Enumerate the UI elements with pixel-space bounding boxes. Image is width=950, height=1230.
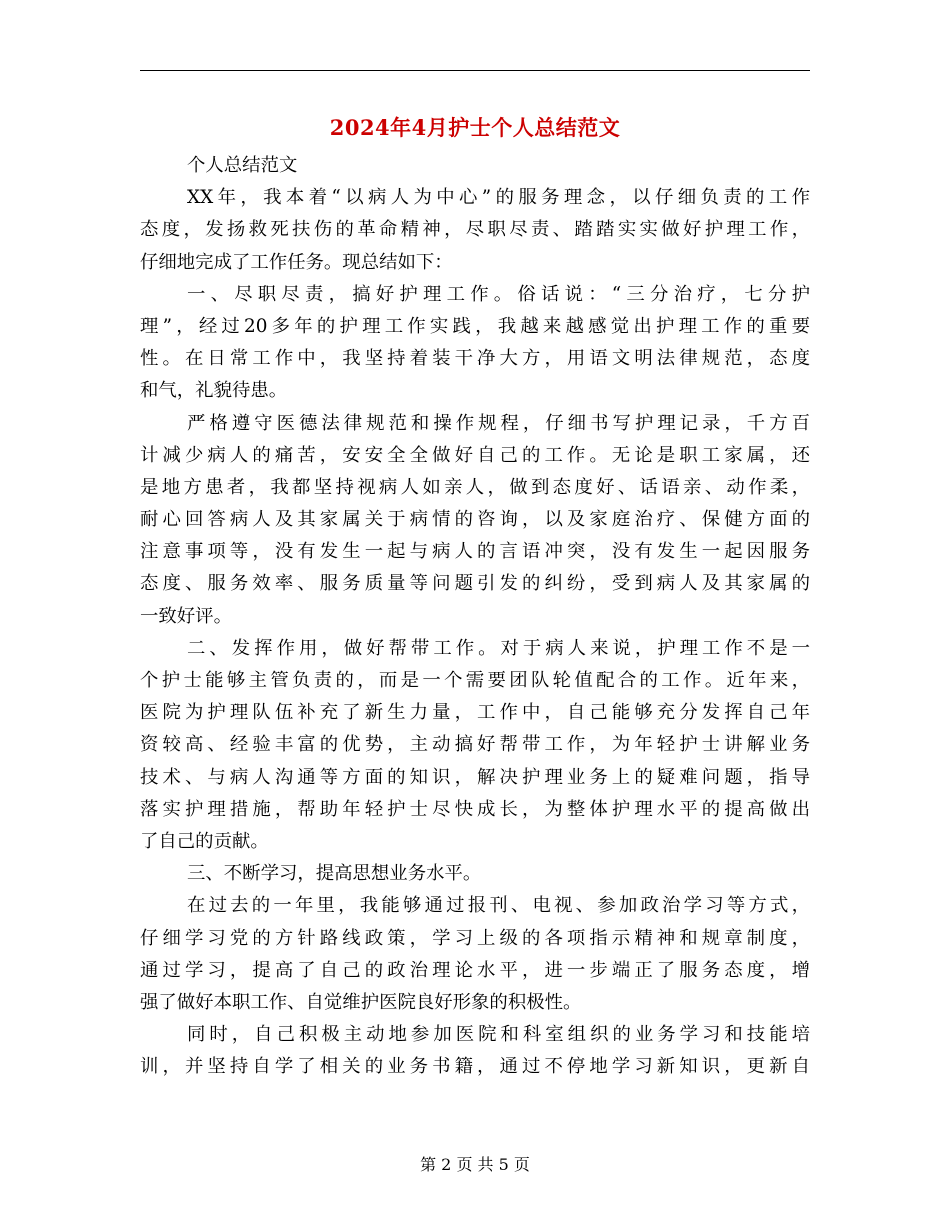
paragraph-line: 态度，发扬救死扶伤的革命精神，尽职尽责、踏踏实实做好护理工作， (140, 219, 810, 241)
paragraph-line: 严格遵守医德法律规范和操作规程，仔细书写护理记录，千方百 (187, 412, 810, 434)
paragraph-line: 态度、服务效率、服务质量等问题引发的纠纷，受到病人及其家属的 (140, 573, 810, 595)
document-title: 2024年4月护士个人总结范文 (329, 115, 621, 140)
paragraph-line: 落实护理措施，帮助年轻护士尽快成长，为整体护理水平的提高做出 (140, 798, 810, 820)
paragraph-line: 训，并坚持自学了相关的业务书籍，通过不停地学习新知识，更新自 (140, 1056, 810, 1078)
paragraph-line: 理”，经过20多年的护理工作实践，我越来越感觉出护理工作的重要 (140, 315, 810, 337)
paragraph-line: 仔细学习党的方针路线政策，学习上级的各项指示精神和规章制度， (140, 927, 810, 949)
paragraph-line: 计减少病人的痛苦，安安全全做好自己的工作。无论是职工家属，还 (140, 444, 810, 466)
paragraph-line: 仔细地完成了工作任务。现总结如下： (140, 251, 453, 273)
paragraph-line: 注意事项等，没有发生一起与病人的言语冲突，没有发生一起因服务 (140, 541, 810, 563)
paragraph-line: XX年，我本着“以病人为中心”的服务理念，以仔细负责的工作 (187, 187, 810, 209)
paragraph-line: 同时，自己积极主动地参加医院和科室组织的业务学习和技能培 (187, 1024, 810, 1046)
paragraph-line: 个护士能够主管负责的，而是一个需要团队轮值配合的工作。近年来， (140, 670, 810, 691)
paragraph-line: 和气，礼貌待患。 (140, 380, 288, 402)
page-footer: 第 2 页 共 5 页 (420, 1155, 530, 1174)
paragraph-line: 在过去的一年里，我能够通过报刊、电视、参加政治学习等方式， (187, 895, 810, 917)
paragraph-line: 资较高、经验丰富的优势，主动搞好帮带工作，为年轻护士讲解业务 (140, 734, 810, 756)
paragraph-line: 通过学习，提高了自己的政治理论水平，进一步端正了服务态度，增 (140, 959, 810, 981)
paragraph-line: 一致好评。 (140, 605, 232, 627)
paragraph-line: 性。在日常工作中，我坚持着装干净大方，用语文明法律规范，态度 (140, 348, 810, 370)
paragraph-line: 是地方患者，我都坚持视病人如亲人，做到态度好、话语亲、动作柔， (140, 476, 810, 498)
paragraph-line: 技术、与病人沟通等方面的知识，解决护理业务上的疑难问题，指导 (140, 766, 810, 788)
paragraph-line: 耐心回答病人及其家属关于病情的咨询，以及家庭治疗、保健方面的 (140, 509, 810, 531)
paragraph-line: 强了做好本职工作、自觉维护医院良好形象的积极性。 (140, 991, 582, 1013)
paragraph-line: 二、发挥作用，做好帮带工作。对于病人来说，护理工作不是一 (187, 637, 810, 659)
paragraph-line: 个人总结范文 (187, 155, 298, 176)
paragraph-line: 一、尽职尽责，搞好护理工作。俗话说：“三分治疗，七分护 (187, 283, 810, 305)
paragraph-line: 医院为护理队伍补充了新生力量，工作中，自己能够充分发挥自己年 (140, 702, 810, 724)
header-rule (140, 70, 810, 71)
document-body (140, 150, 810, 1083)
paragraph-line: 了自己的贡献。 (140, 830, 269, 852)
paragraph-line: 三、不断学习，提高思想业务水平。 (187, 863, 482, 885)
